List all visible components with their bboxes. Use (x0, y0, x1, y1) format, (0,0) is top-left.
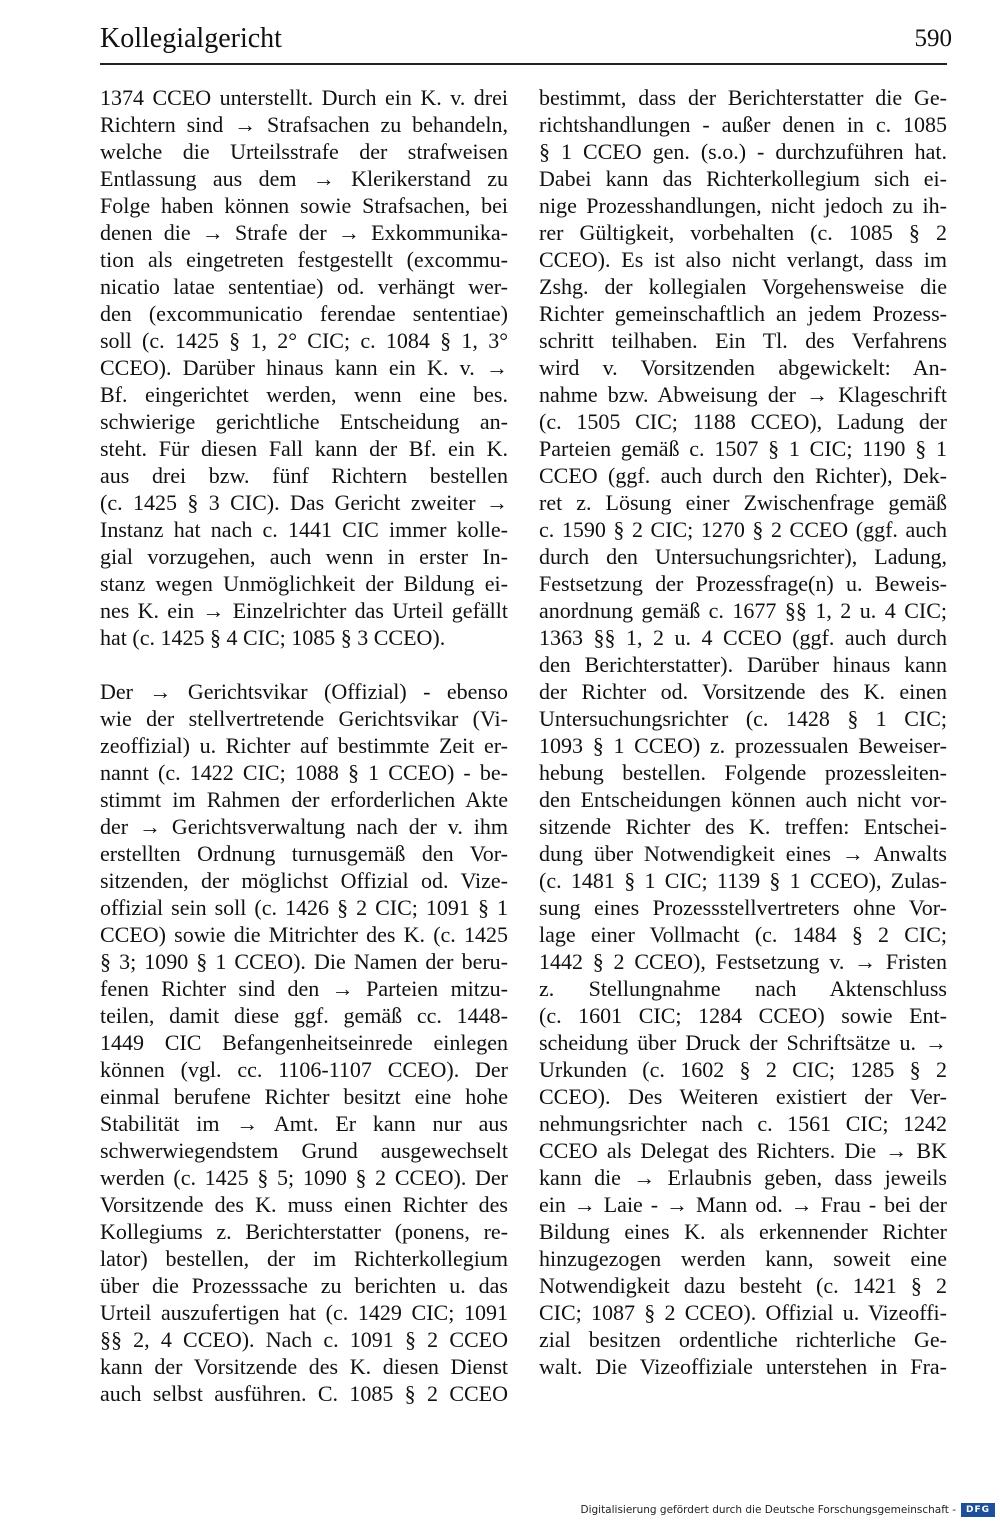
text-line: Urkunden (c. 1602 § 2 CIC; 1285 § 2 (539, 1057, 947, 1082)
paragraph-gap (100, 651, 508, 678)
text-line: 1442 § 2 CCEO), Festsetzung v. → Fristen (539, 949, 947, 974)
text-line: Untersuchungsrichter (c. 1428 § 1 CIC; (539, 706, 947, 731)
text-line: Richter gemeinschaftlich an jedem Prozess- (539, 301, 947, 326)
text-line: rer Gültigkeit, vorbehalten (c. 1085 § 2 (539, 220, 947, 245)
text-line: wird v. Vorsitzenden abgewickelt: An- (539, 355, 947, 380)
text-line: durch den Untersuchungsrichter), Ladung, (539, 544, 947, 569)
text-line: über die Prozesssache zu berichten u. das (100, 1273, 508, 1298)
text-line: sung eines Prozessstellvertreters ohne Vor- (539, 895, 947, 920)
text-line: den Entscheidungen können auch nicht vor- (539, 787, 947, 812)
text-line: Zshg. der kollegialen Vorgehensweise die (539, 274, 947, 299)
text-line: 1449 CIC Befangenheitseinrede einlegen (100, 1030, 508, 1055)
text-line: anordnung gemäß c. 1677 §§ 1, 2 u. 4 CIC; (539, 598, 947, 623)
text-line: der Richter od. Vorsitzende des K. einen (539, 679, 947, 704)
text-line: erstellten Ordnung turnusgemäß den Vor- (100, 841, 508, 866)
text-line: welche die Urteilsstrafe der strafweisen (100, 139, 508, 164)
text-line: Entlassung aus dem → Klerikerstand zu (100, 166, 508, 191)
text-line: nahme bzw. Abweisung der → Klageschrift (539, 382, 947, 407)
text-line: (c. 1505 CIC; 1188 CCEO), Ladung der (539, 409, 947, 434)
text-line: nes K. ein → Einzelrichter das Urteil gefällt (100, 598, 508, 623)
text-line: CIC; 1087 § 2 CCEO). Offizial u. Vizeoffi- (539, 1300, 947, 1325)
footer-credit: Digitalisierung gefördert durch die Deutsche Forschungsgemeinschaft - (580, 1504, 956, 1516)
text-line: bestimmt, dass der Berichterstatter die Ge- (539, 85, 947, 110)
text-line: fenen Richter sind den → Parteien mitzu- (100, 976, 508, 1001)
text-line: CCEO). Darüber hinaus kann ein K. v. → (100, 355, 508, 380)
text-line: § 1 CCEO gen. (s.o.) - durchzuführen hat. (539, 139, 947, 164)
text-line: teilen, damit diese ggf. gemäß cc. 1448- (100, 1003, 508, 1028)
page-number: 590 (914, 25, 952, 52)
left-column (100, 84, 508, 1407)
text-line: nicatio latae sententiae) od. verhängt wer- (100, 274, 508, 299)
dfg-logo: DFG (961, 1503, 995, 1517)
text-line: Notwendigkeit dazu besteht (c. 1421 § 2 (539, 1273, 947, 1298)
text-line: gial vorzugehen, auch wenn in erster In- (100, 544, 508, 569)
text-line: CCEO (ggf. auch durch den Richter), Dek- (539, 463, 947, 488)
text-line: CCEO). Des Weiteren existiert der Ver- (539, 1084, 947, 1109)
right-column (539, 84, 947, 1380)
text-line: Dabei kann das Richterkollegium sich ei- (539, 166, 947, 191)
text-line: ret z. Lösung einer Zwischenfrage gemäß (539, 490, 947, 515)
text-line: dung über Notwendigkeit eines → Anwalts (539, 841, 947, 866)
text-line: §§ 2, 4 CCEO). Nach c. 1091 § 2 CCEO (100, 1327, 508, 1352)
text-line: sitzenden, der möglichst Offizial od. Vize- (100, 868, 508, 893)
text-line: Kollegiums z. Berichterstatter (ponens, re- (100, 1219, 508, 1244)
text-line: Der → Gerichtsvikar (Offizial) - ebenso (100, 679, 508, 704)
text-line: richtshandlungen - außer denen in c. 1085 (539, 112, 947, 137)
text-line: Folge haben können sowie Strafsachen, bei (100, 193, 508, 218)
text-line: stanz wegen Unmöglichkeit der Bildung ei- (100, 571, 508, 596)
text-line: Bf. eingerichtet werden, wenn eine bes. (100, 382, 508, 407)
text-line: stimmt im Rahmen der erforderlichen Akte (100, 787, 508, 812)
text-line: (c. 1425 § 3 CIC). Das Gericht zweiter → (100, 490, 508, 515)
text-line: den Berichterstatter). Darüber hinaus kann (539, 652, 947, 677)
text-line: (c. 1601 CIC; 1284 CCEO) sowie Ent- (539, 1003, 947, 1028)
text-line: soll (c. 1425 § 1, 2° CIC; c. 1084 § 1, 3° (100, 328, 508, 353)
text-line: schwerwiegendstem Grund ausgewechselt (100, 1138, 508, 1163)
text-line: schwierige gerichtliche Entscheidung an- (100, 409, 508, 434)
text-line: nehmungsrichter nach c. 1561 CIC; 1242 (539, 1111, 947, 1136)
text-line: Vorsitzende des K. muss einen Richter des (100, 1192, 508, 1217)
text-line: offizial sein soll (c. 1426 § 2 CIC; 1091 § 1 (100, 895, 508, 920)
footer (580, 1500, 998, 1520)
text-line: werden (c. 1425 § 5; 1090 § 2 CCEO). Der (100, 1165, 508, 1190)
text-line: hebung bestellen. Folgende prozessleiten- (539, 760, 947, 785)
text-line: walt. Die Vizeoffiziale unterstehen in Fra- (539, 1354, 947, 1379)
running-head (100, 22, 952, 62)
text-line: zial besitzen ordentliche richterliche Ge- (539, 1327, 947, 1352)
text-line: Bildung eines K. als erkennender Richter (539, 1219, 947, 1244)
text-line: kann der Vorsitzende des K. diesen Dienst (100, 1354, 508, 1379)
text-line: zeoffizial) u. Richter auf bestimmte Zeit er- (100, 733, 508, 758)
text-line: § 3; 1090 § 1 CCEO). Die Namen der beru- (100, 949, 508, 974)
text-line: 1374 CCEO unterstellt. Durch ein K. v. drei (100, 85, 508, 110)
text-line: CCEO) sowie die Mitrichter des K. (c. 1425 (100, 922, 508, 947)
text-line: wie der stellvertretende Gerichtsvikar (Vi- (100, 706, 508, 731)
text-line: auch selbst ausführen. C. 1085 § 2 CCEO (100, 1381, 508, 1406)
text-line: den (excommunicatio ferendae sententiae) (100, 301, 508, 326)
text-line: Urteil auszufertigen hat (c. 1429 CIC; 1091 (100, 1300, 508, 1325)
text-line: 1093 § 1 CCEO) z. prozessualen Beweiser- (539, 733, 947, 758)
text-line: c. 1590 § 2 CIC; 1270 § 2 CCEO (ggf. auch (539, 517, 947, 542)
text-line: nannt (c. 1422 CIC; 1088 § 1 CCEO) - be- (100, 760, 508, 785)
text-line: sitzende Richter des K. treffen: Entschei- (539, 814, 947, 839)
text-line: scheidung über Druck der Schriftsätze u. → (539, 1030, 947, 1055)
text-line: schritt teilhaben. Ein Tl. des Verfahrens (539, 328, 947, 353)
header-rule (100, 63, 947, 65)
text-line: einmal berufene Richter besitzt eine hohe (100, 1084, 508, 1109)
text-line: tion als eingetreten festgestellt (excommu- (100, 247, 508, 272)
text-line: nige Prozesshandlungen, nicht jedoch zu ih- (539, 193, 947, 218)
text-line: Stabilität im → Amt. Er kann nur aus (100, 1111, 508, 1136)
text-line: der → Gerichtsverwaltung nach der v. ihm (100, 814, 508, 839)
text-line: ein → Laie - → Mann od. → Frau - bei der (539, 1192, 947, 1217)
text-line: CCEO). Es ist also nicht verlangt, dass im (539, 247, 947, 272)
text-line: CCEO als Delegat des Richters. Die → BK (539, 1138, 947, 1163)
text-line: hat (c. 1425 § 4 CIC; 1085 § 3 CCEO). (100, 625, 446, 650)
text-line: lage einer Vollmacht (c. 1484 § 2 CIC; (539, 922, 947, 947)
text-line: Richtern sind → Strafsachen zu behandeln, (100, 112, 508, 137)
text-line: Parteien gemäß c. 1507 § 1 CIC; 1190 § 1 (539, 436, 947, 461)
text-line: z. Stellungnahme nach Aktenschluss (539, 976, 947, 1001)
text-line: können (vgl. cc. 1106-1107 CCEO). Der (100, 1057, 508, 1082)
text-line: aus drei bzw. fünf Richtern bestellen (100, 463, 508, 488)
text-line: kann die → Erlaubnis geben, dass jeweils (539, 1165, 947, 1190)
text-line: Instanz hat nach c. 1441 CIC immer kolle- (100, 517, 508, 542)
text-line: denen die → Strafe der → Exkommunika- (100, 220, 508, 245)
text-line: lator) bestellen, der im Richterkollegium (100, 1246, 508, 1271)
text-line: steht. Für diesen Fall kann der Bf. ein K. (100, 436, 508, 461)
text-line: Festsetzung der Prozessfrage(n) u. Beweis- (539, 571, 947, 596)
text-line: (c. 1481 § 1 CIC; 1139 § 1 CCEO), Zulas- (539, 868, 947, 893)
running-title: Kollegialgericht (100, 23, 282, 54)
text-line: 1363 §§ 1, 2 u. 4 CCEO (ggf. auch durch (539, 625, 947, 650)
text-line: hinzugezogen werden kann, soweit eine (539, 1246, 947, 1271)
